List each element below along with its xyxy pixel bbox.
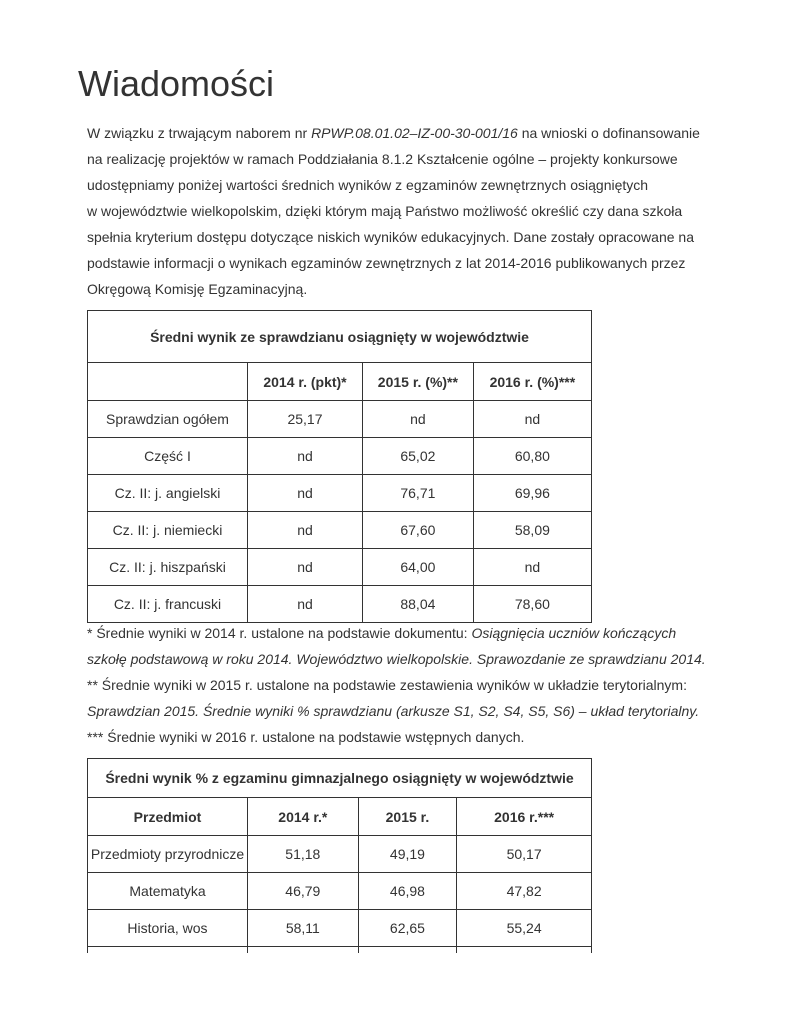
cell-value: 55,24	[457, 910, 592, 947]
intro-line-7: Okręgową Komisję Egzaminacyjną.	[87, 281, 308, 297]
row-label: Część I	[88, 438, 248, 475]
intro-line-4: w województwie wielkopolskim, dzięki którym mają Państwo możliwość określić czy dana szkoła	[87, 203, 683, 219]
row-label: Cz. II: j. francuski	[88, 586, 248, 623]
cell-value: 64,00	[363, 549, 474, 586]
row-label: Matematyka	[88, 873, 248, 910]
table-header-row	[88, 798, 592, 836]
cell-value: 49,19	[358, 836, 457, 873]
cell-value: 78,60	[473, 586, 591, 623]
empty-cell	[457, 947, 592, 954]
cell-value: 46,79	[248, 873, 359, 910]
table-row	[88, 401, 592, 438]
cell-value: nd	[248, 549, 363, 586]
cell-value: 58,11	[248, 910, 359, 947]
source-title: Sprawdzian 2015. Średnie wyniki % sprawdzianu (arkusze S1, S2, S4, S5, S6) – układ terytorialny.	[87, 703, 700, 719]
header-cell: 2015 r.	[358, 798, 457, 836]
row-label: Cz. II: j. hiszpański	[88, 549, 248, 586]
empty-cell	[88, 947, 248, 954]
cell-value: 88,04	[363, 586, 474, 623]
cell-value: 58,09	[473, 512, 591, 549]
header-cell: 2015 r. (%)**	[363, 363, 474, 401]
cell-value: 50,17	[457, 836, 592, 873]
row-label: Cz. II: j. angielski	[88, 475, 248, 512]
cell-value: nd	[248, 512, 363, 549]
intro-line-3: udostępniamy poniżej wartości średnich wyników z egzaminów zewnętrznych osiągniętych	[87, 177, 649, 193]
empty-cell	[358, 947, 457, 954]
cell-value: nd	[473, 549, 591, 586]
row-label: Cz. II: j. niemiecki	[88, 512, 248, 549]
table-row	[88, 873, 592, 910]
footnote-2-line-1: ** Średnie wyniki w 2015 r. ustalone na podstawie zestawienia wyników w układzie terytorialnym:	[87, 677, 687, 693]
cell-value: nd	[363, 401, 474, 438]
cell-value: 25,17	[248, 401, 363, 438]
intro-paragraph	[87, 120, 727, 302]
source-title: szkołę podstawową w roku 2014. Województwo wielkopolskie. Sprawozdanie ze sprawdzianu 2014.	[87, 651, 706, 667]
header-cell: 2014 r.*	[248, 798, 359, 836]
cell-value: 62,65	[358, 910, 457, 947]
call-number: RPWP.08.01.02–IZ-00-30-001/16	[311, 125, 518, 141]
footnote-3: *** Średnie wyniki w 2016 r. ustalone na podstawie wstępnych danych.	[87, 729, 525, 745]
intro-line-5: spełnia kryterium dostępu dotyczące niskich wyników edukacyjnych. Dane zostały opracowane na	[87, 229, 694, 245]
row-label: Przedmioty przyrodnicze	[88, 836, 248, 873]
header-cell	[88, 363, 248, 401]
cell-value: nd	[248, 438, 363, 475]
table-row	[88, 438, 592, 475]
table-row	[88, 836, 592, 873]
footnote-1-line-2	[87, 646, 727, 672]
intro-text: na wnioski o dofinansowanie	[517, 125, 700, 141]
header-cell: 2016 r.***	[457, 798, 592, 836]
sprawdzian-results-table	[87, 310, 592, 623]
footnote-2-line-2	[87, 698, 727, 724]
cell-value: nd	[248, 475, 363, 512]
cell-value: 60,80	[473, 438, 591, 475]
table-row	[88, 475, 592, 512]
cell-value: 47,82	[457, 873, 592, 910]
table-row-cut-off	[88, 947, 592, 954]
header-cell: 2016 r. (%)***	[473, 363, 591, 401]
gimnazjum-results-table	[87, 758, 592, 953]
intro-line-6: podstawie informacji o wynikach egzaminów zewnętrznych z lat 2014-2016 publikowanych przez	[87, 255, 686, 271]
table-caption: Średni wynik ze sprawdzianu osiągnięty w województwie	[88, 311, 592, 363]
intro-text: W związku z trwającym naborem nr	[87, 125, 312, 141]
intro-line-2: na realizację projektów w ramach Poddziałania 8.1.2 Kształcenie ogólne – projekty konkursowe	[87, 151, 678, 167]
cell-value: nd	[473, 401, 591, 438]
source-title: Osiągnięcia uczniów kończących	[471, 625, 677, 641]
cell-value: 69,96	[473, 475, 591, 512]
header-cell: Przedmiot	[88, 798, 248, 836]
page-title: Wiadomości	[78, 63, 275, 104]
cell-value: 65,02	[363, 438, 474, 475]
row-label: Sprawdzian ogółem	[88, 401, 248, 438]
intro-line-1	[87, 120, 727, 146]
footnotes	[87, 620, 727, 750]
table-row	[88, 512, 592, 549]
table-row	[88, 586, 592, 623]
cell-value: 46,98	[358, 873, 457, 910]
cell-value: 76,71	[363, 475, 474, 512]
footnote-text: * Średnie wyniki w 2014 r. ustalone na podstawie dokumentu:	[87, 625, 472, 641]
cell-value: 67,60	[363, 512, 474, 549]
row-label: Historia, wos	[88, 910, 248, 947]
cell-value: 51,18	[248, 836, 359, 873]
header-cell: 2014 r. (pkt)*	[248, 363, 363, 401]
table-header-row	[88, 363, 592, 401]
footnote-1-line-1	[87, 620, 727, 646]
table-row	[88, 549, 592, 586]
empty-cell	[248, 947, 359, 954]
cell-value: nd	[248, 586, 363, 623]
table-caption: Średni wynik % z egzaminu gimnazjalnego osiągnięty w województwie	[88, 759, 592, 798]
table-row	[88, 910, 592, 947]
